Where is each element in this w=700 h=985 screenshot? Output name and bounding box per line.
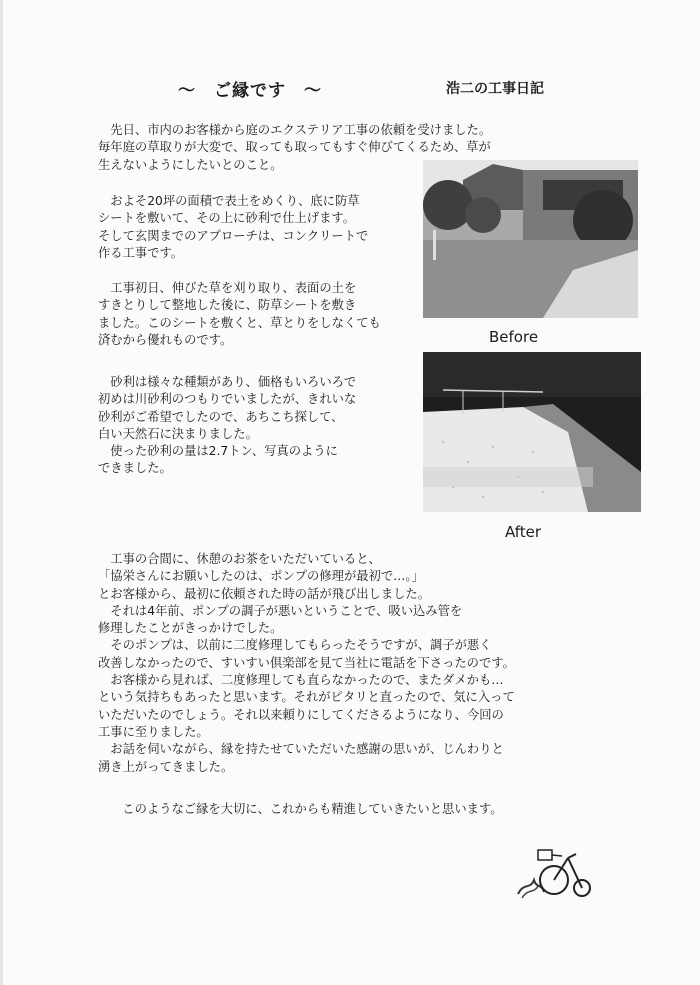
gravel-paragraph: 砂利は様々な種類があり、価格もいろいろで 初めは川砂利のつもりでいましたが、きれいな 砂利がご希望でしたので、あちこち探して、 白い天然石に決まりました。 使った砂利の量は2.7トン、写真のように できました。 [98,375,357,476]
closing-paragraph: このようなご縁を大切に、これからも精進していきたいと思います。 [110,802,503,816]
diary-label: 浩二の工事日記 [446,81,544,97]
plan-paragraph: およそ20坪の面積で表土をめくり、底に防草 シートを敷いて、その上に砂利で仕上げます。 そして玄関までのアプローチは、コンクリートで 作る工事です。 [98,194,369,260]
intro-paragraph: 先日、市内のお客様から庭のエクステリア工事の依頼を受けました。 毎年庭の草取りが大変で、取っても取ってもすぐ伸びてくるため、草が 生えないようにしたいとのこと。 [98,123,492,172]
before-caption: Before [489,328,539,346]
page-title: ～ ご縁です ～ [178,81,322,101]
before-photo [423,160,638,318]
after-photo [423,352,641,512]
page-edge-shadow [0,0,3,985]
story-paragraph: 工事の合間に、休憩のお茶をいただいていると、 「協栄さんにお願いしたのは、ポンプの修理が最初で…。」 とお客様から、最初に依頼された時の話が飛び出しました。 それは4年前、ポンプの調子が悪いということで、吸い込み管を 修理したことがきっかけでした。 そのポンプは、以前に二度修理してもらったそうですが、調子が悪く 改善しなかったので、すいすい倶楽部を見て当社に電話を下さったのです。 お客様から見れば、二度修理しても直らなかったので、またダメかも… という気持ちもあったと思います。それがピタリと直ったので、気に入って いただいたのでしょう。それ以来頼りにしてくださるようになり、今回の 工事に至りました。 お話を伺いながら、縁を持たせていただいた感謝の思いが、じんわりと 湧き上がってきました。 [98,552,515,774]
work-paragraph: 工事初日、伸びた草を刈り取り、表面の土を すきとりして整地した後に、防草シートを敷き ました。このシートを敷くと、草とりをしなくても 済むから優れものです。 [98,281,381,347]
bicycle-illustration-icon [516,842,596,902]
after-caption: After [505,523,542,541]
